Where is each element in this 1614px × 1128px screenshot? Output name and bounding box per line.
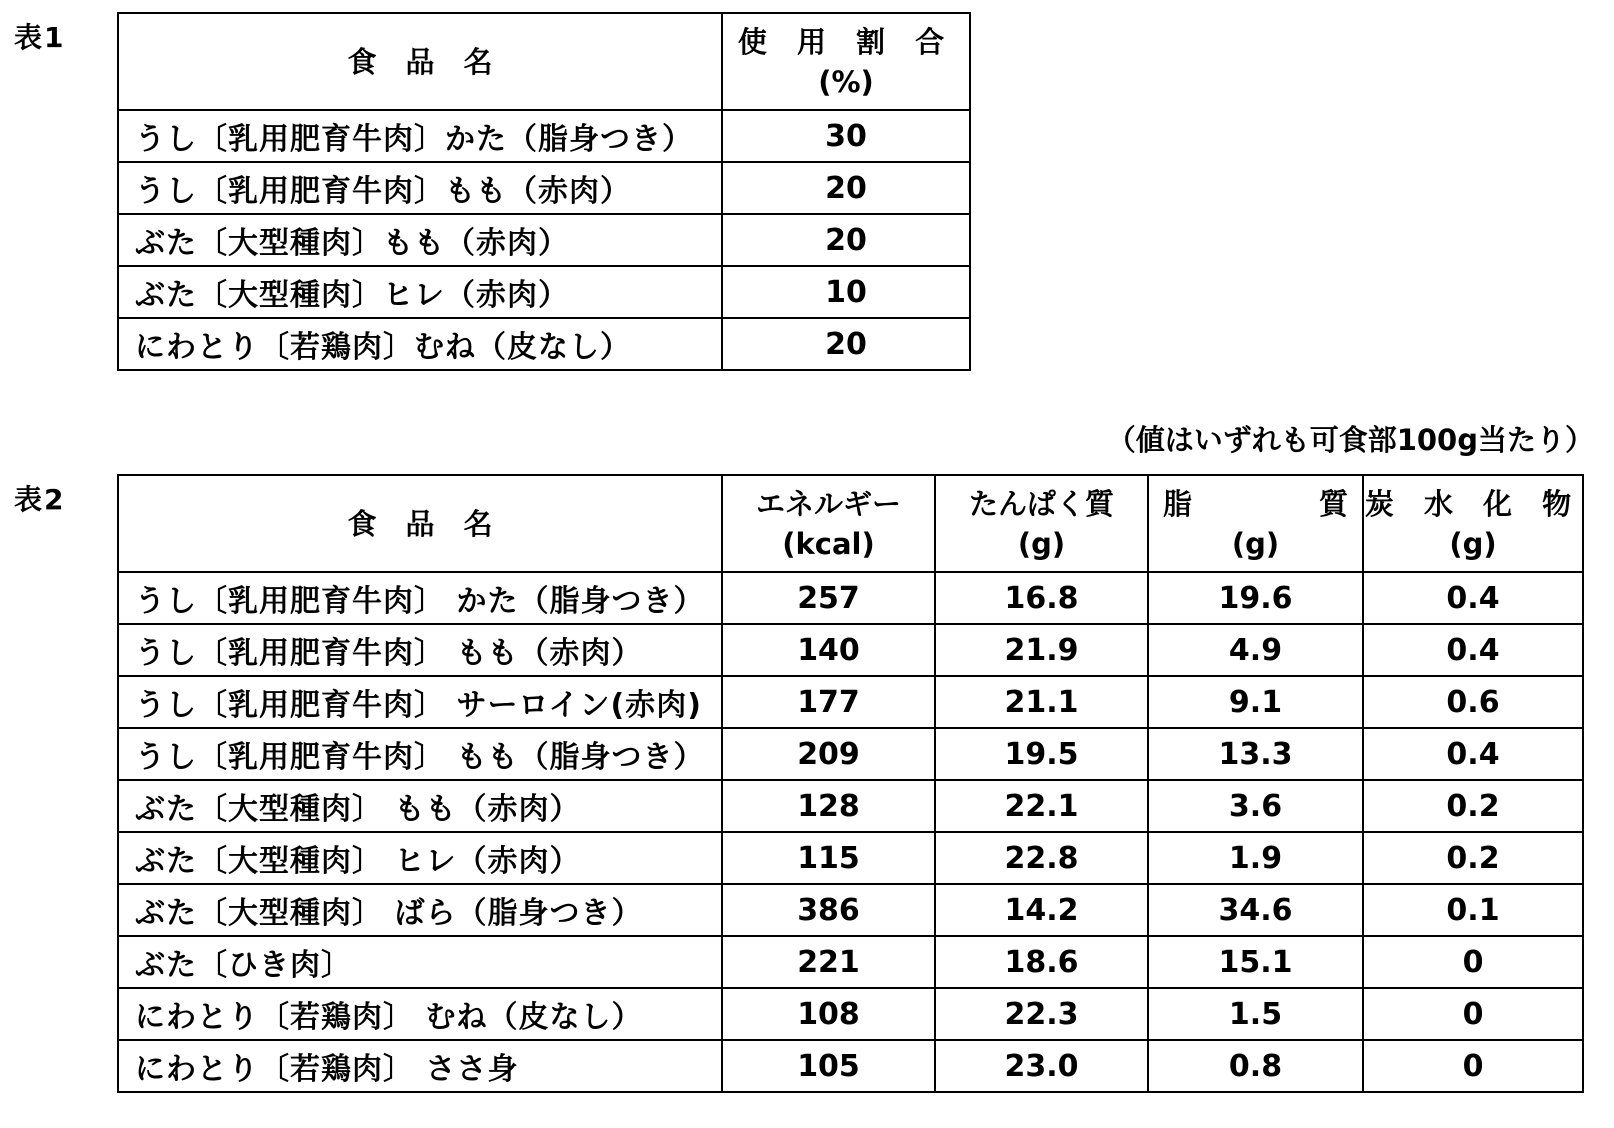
table-row [118, 676, 1583, 728]
food-name-cell: うし〔乳用肥育牛肉〕 もも（赤肉） [118, 624, 722, 676]
table-row [118, 988, 1583, 1040]
food-name-cell: ぶた〔大型種肉〕 ばら（脂身つき） [118, 884, 722, 936]
table1-header-ratio [722, 13, 970, 110]
table2-header-fat-line2: (g) [1231, 526, 1280, 561]
usage-ratio-cell: 30 [722, 110, 970, 162]
table2-header-protein [935, 475, 1148, 572]
protein-cell: 16.8 [935, 572, 1148, 624]
food-name-cell: ぶた〔大型種肉〕 ヒレ（赤肉） [118, 832, 722, 884]
food-name-cell: うし〔乳用肥育牛肉〕かた（脂身つき） [118, 110, 722, 162]
usage-ratio-cell: 20 [722, 318, 970, 370]
table-row [118, 572, 1583, 624]
fat-cell: 19.6 [1148, 572, 1363, 624]
fat-cell: 15.1 [1148, 936, 1363, 988]
fat-cell: 1.5 [1148, 988, 1363, 1040]
carbohydrate-cell: 0.4 [1363, 728, 1583, 780]
protein-cell: 14.2 [935, 884, 1148, 936]
energy-cell: 128 [722, 780, 935, 832]
food-name-cell: うし〔乳用肥育牛肉〕 かた（脂身つき） [118, 572, 722, 624]
table-row [118, 318, 970, 370]
table1-header-ratio-line2: (%) [818, 64, 874, 99]
table2-header-fat-line1a: 脂 [1163, 486, 1193, 521]
carbohydrate-cell: 0 [1363, 988, 1583, 1040]
table2-header-row [118, 475, 1583, 572]
protein-cell: 22.8 [935, 832, 1148, 884]
table-row [118, 266, 970, 318]
food-name-cell: うし〔乳用肥育牛肉〕もも（赤肉） [118, 162, 722, 214]
table-row [118, 728, 1583, 780]
table1-label: 表1 [14, 21, 66, 54]
protein-cell: 18.6 [935, 936, 1148, 988]
food-name-cell: にわとり〔若鶏肉〕 ささ身 [118, 1040, 722, 1092]
table2-header-energy [722, 475, 935, 572]
table-row [118, 110, 970, 162]
table2-label: 表2 [14, 483, 66, 516]
protein-cell: 21.9 [935, 624, 1148, 676]
food-name-cell: にわとり〔若鶏肉〕 むね（皮なし） [118, 988, 722, 1040]
fat-cell: 9.1 [1148, 676, 1363, 728]
energy-cell: 386 [722, 884, 935, 936]
food-name-cell: うし〔乳用肥育牛肉〕 サーロイン(赤肉) [118, 676, 722, 728]
energy-cell: 257 [722, 572, 935, 624]
carbohydrate-cell: 0.1 [1363, 884, 1583, 936]
energy-cell: 105 [722, 1040, 935, 1092]
table2-header-carb-line2: (g) [1449, 526, 1497, 561]
table-row [118, 780, 1583, 832]
food-name-cell: ぶた〔ひき肉〕 [118, 936, 722, 988]
food-name-cell: うし〔乳用肥育牛肉〕 もも（脂身つき） [118, 728, 722, 780]
table2-header-name-text: 食 品 名 [347, 506, 493, 541]
table-row [118, 624, 1583, 676]
table-row [118, 832, 1583, 884]
protein-cell: 21.1 [935, 676, 1148, 728]
table1-body [118, 110, 970, 370]
table1-header-row [118, 13, 970, 110]
protein-cell: 22.1 [935, 780, 1148, 832]
table2-header-fat-line1b: 質 [1318, 486, 1348, 521]
carbohydrate-cell: 0.4 [1363, 572, 1583, 624]
usage-ratio-cell: 10 [722, 266, 970, 318]
carbohydrate-cell: 0.2 [1363, 832, 1583, 884]
protein-cell: 23.0 [935, 1040, 1148, 1092]
food-name-cell: にわとり〔若鶏肉〕むね（皮なし） [118, 318, 722, 370]
table-row [118, 1040, 1583, 1092]
table-row [118, 936, 1583, 988]
table1 [117, 12, 971, 371]
table2-header-carb [1363, 475, 1583, 572]
protein-cell: 22.3 [935, 988, 1148, 1040]
energy-cell: 177 [722, 676, 935, 728]
fat-cell: 34.6 [1148, 884, 1363, 936]
table2-header-carb-line1: 炭 水 化 物 [1364, 486, 1582, 521]
energy-cell: 108 [722, 988, 935, 1040]
usage-ratio-cell: 20 [722, 162, 970, 214]
fat-cell: 1.9 [1148, 832, 1363, 884]
table1-header-name-text: 食 品 名 [347, 44, 493, 79]
table2-header-energy-line1: エネルギー [755, 486, 901, 521]
energy-cell: 140 [722, 624, 935, 676]
usage-ratio-cell: 20 [722, 214, 970, 266]
fat-cell: 3.6 [1148, 780, 1363, 832]
food-name-cell: ぶた〔大型種肉〕もも（赤肉） [118, 214, 722, 266]
energy-cell: 115 [722, 832, 935, 884]
table2-header-fat [1148, 475, 1363, 572]
table2-header-protein-line1: たんぱく質 [968, 486, 1114, 521]
energy-cell: 209 [722, 728, 935, 780]
food-name-cell: ぶた〔大型種肉〕ヒレ（赤肉） [118, 266, 722, 318]
table2-header-energy-line2: (kcal) [782, 526, 875, 561]
table-row [118, 214, 970, 266]
fat-cell: 0.8 [1148, 1040, 1363, 1092]
carbohydrate-cell: 0.6 [1363, 676, 1583, 728]
table2-header-fat-line1 [1149, 484, 1362, 524]
table2 [117, 474, 1584, 1093]
fat-cell: 4.9 [1148, 624, 1363, 676]
energy-cell: 221 [722, 936, 935, 988]
table-row [118, 162, 970, 214]
table2-note: （値はいずれも可食部100g当たり） [1106, 423, 1594, 457]
carbohydrate-cell: 0.2 [1363, 780, 1583, 832]
table-row [118, 884, 1583, 936]
carbohydrate-cell: 0 [1363, 1040, 1583, 1092]
table2-header-name [118, 475, 722, 572]
table2-header-protein-line2: (g) [1017, 526, 1066, 561]
food-name-cell: ぶた〔大型種肉〕 もも（赤肉） [118, 780, 722, 832]
protein-cell: 19.5 [935, 728, 1148, 780]
table1-header-name [118, 13, 722, 110]
carbohydrate-cell: 0 [1363, 936, 1583, 988]
table2-body [118, 572, 1583, 1092]
fat-cell: 13.3 [1148, 728, 1363, 780]
carbohydrate-cell: 0.4 [1363, 624, 1583, 676]
table1-header-ratio-line1: 使 用 割 合 [737, 24, 955, 59]
